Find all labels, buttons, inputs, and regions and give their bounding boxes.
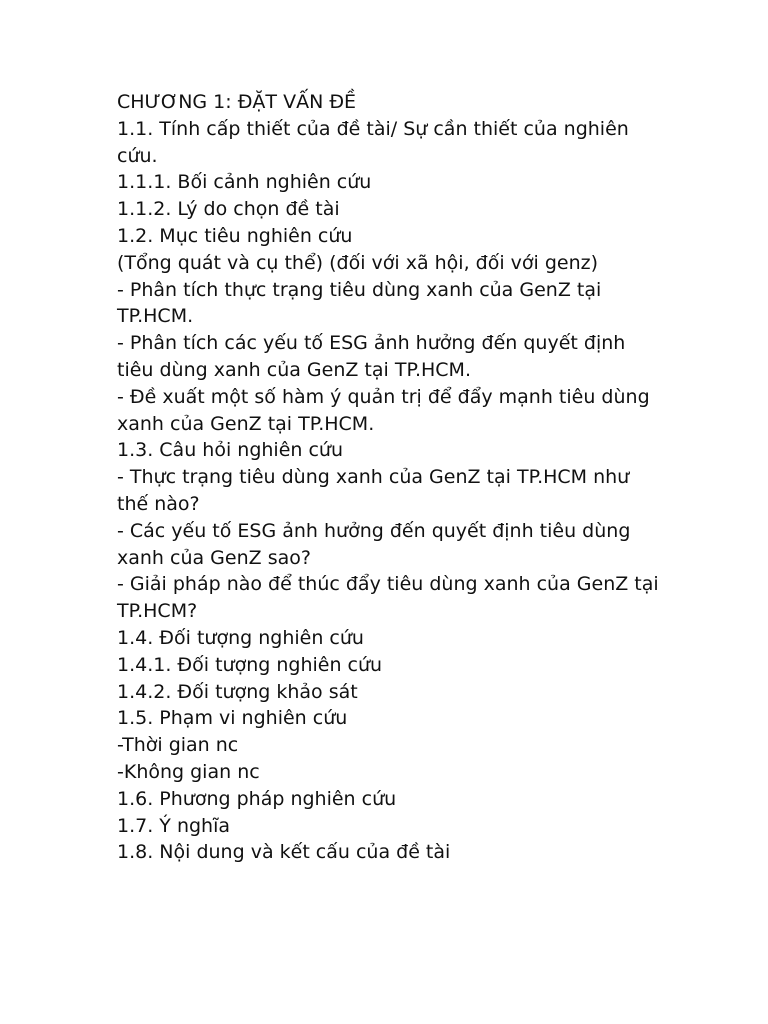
document-body bbox=[117, 89, 657, 866]
question-item-2: - Các yếu tố ESG ảnh hưởng đến quyết định tiêu dùng bbox=[117, 519, 631, 542]
section-1-4-heading: 1.4. Đối tượng nghiên cứu bbox=[117, 626, 364, 649]
question-item-3: - Giải pháp nào để thúc đẩy tiêu dùng xanh của GenZ tại bbox=[117, 573, 659, 596]
section-1-4-1-heading: 1.4.1. Đối tượng nghiên cứu bbox=[117, 653, 383, 676]
objective-item-3-continued: xanh của GenZ tại TP.HCM. bbox=[117, 412, 375, 435]
section-1-4-2-heading: 1.4.2. Đối tượng khảo sát bbox=[117, 680, 358, 703]
section-1-1-2-heading: 1.1.2. Lý do chọn đề tài bbox=[117, 198, 340, 221]
objective-item-3: - Đề xuất một số hàm ý quản trị để đẩy mạnh tiêu dùng bbox=[117, 385, 650, 408]
section-1-1-heading: 1.1. Tính cấp thiết của đề tài/ Sự cần thiết của nghiên bbox=[117, 117, 629, 140]
section-1-3-heading: 1.3. Câu hỏi nghiên cứu bbox=[117, 439, 343, 462]
question-item-1: - Thực trạng tiêu dùng xanh của GenZ tại TP.HCM như bbox=[117, 466, 630, 489]
objective-item-1-continued: TP.HCM. bbox=[117, 305, 194, 328]
section-1-8-heading: 1.8. Nội dung và kết cấu của đề tài bbox=[117, 841, 451, 864]
question-item-2-continued: xanh của GenZ sao? bbox=[117, 546, 311, 569]
question-item-1-continued: thế nào? bbox=[117, 492, 200, 515]
chapter-title: CHƯƠNG 1: ĐẶT VẤN ĐỀ bbox=[117, 91, 357, 113]
section-1-6-heading: 1.6. Phương pháp nghiên cứu bbox=[117, 787, 397, 810]
scope-space-item: -Không gian nc bbox=[117, 760, 260, 783]
objective-item-1: - Phân tích thực trạng tiêu dùng xanh của GenZ tại bbox=[117, 278, 602, 301]
section-1-5-heading: 1.5. Phạm vi nghiên cứu bbox=[117, 707, 348, 730]
section-1-2-heading: 1.2. Mục tiêu nghiên cứu bbox=[117, 224, 353, 247]
question-item-3-continued: TP.HCM? bbox=[117, 600, 198, 623]
objectives-note: (Tổng quát và cụ thể) (đối với xã hội, đối với genz) bbox=[117, 251, 599, 274]
section-1-1-1-heading: 1.1.1. Bối cảnh nghiên cứu bbox=[117, 171, 372, 194]
objective-item-2-continued: tiêu dùng xanh của GenZ tại TP.HCM. bbox=[117, 358, 471, 381]
objective-item-2: - Phân tích các yếu tố ESG ảnh hưởng đến quyết định bbox=[117, 332, 626, 355]
section-1-7-heading: 1.7. Ý nghĩa bbox=[117, 814, 231, 837]
section-1-1-heading-continued: cứu. bbox=[117, 144, 158, 167]
scope-time-item: -Thời gian nc bbox=[117, 734, 239, 757]
